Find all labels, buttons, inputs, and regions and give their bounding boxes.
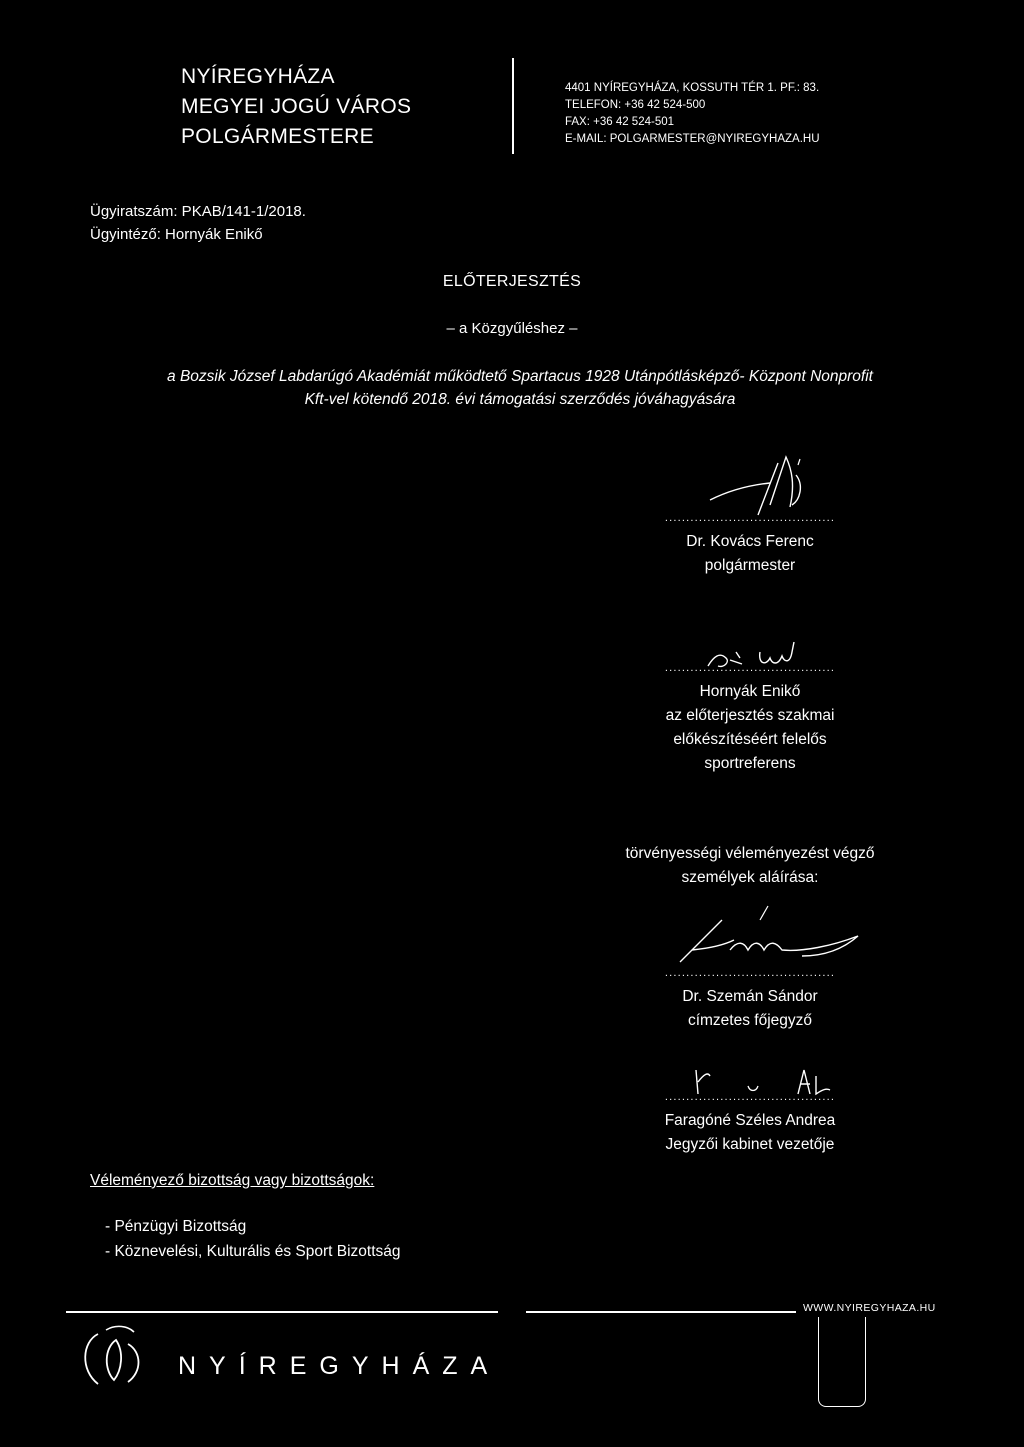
mayor-signature-block [580,513,920,578]
contact-fax: FAX: +36 42 524-501 [565,116,675,128]
header-divider [512,58,514,154]
document-type: ELŐTERJESZTÉS [442,273,582,290]
addressee: – a Közgyűléshez – [446,320,578,337]
cabinet-signature-block [580,1092,920,1157]
contact-email: E-MAIL: POLGARMESTER@NYIREGYHAZA.HU [565,133,820,145]
preparer-name: Hornyák Enikő [699,683,801,700]
notary-signature-scribble [672,900,872,970]
mayor-name: Dr. Kovács Ferenc [686,533,814,550]
cabinet-name: Faragóné Széles Andrea [664,1112,836,1129]
contact-address: 4401 NYÍREGYHÁZA, KOSSUTH TÉR 1. PF.: 83. [565,82,820,94]
cabinet-signature-line: ........................................ [664,1091,836,1103]
org-line-2: MEGYEI JOGÚ VÁROS [181,95,412,118]
notary-signature-line: ........................................ [664,967,836,979]
committee-item: - Köznevelési, Kulturális és Sport Bizottság [105,1243,401,1260]
file-number: Ügyiratszám: PKAB/141-1/2018. [90,203,306,220]
preparer-role-line-3: sportreferens [704,755,796,772]
footer-rule-right [526,1311,796,1313]
org-name [181,62,411,152]
case-info [90,200,306,246]
website-link[interactable]: WWW.NYIREGYHAZA.HU [803,1302,936,1314]
footer-box-frame [818,1317,866,1407]
mayor-role: polgármester [704,557,796,574]
notary-role: címzetes főjegyző [687,1012,813,1029]
contact-phone: TELEFON: +36 42 524-500 [565,99,706,111]
contact-block [565,80,820,148]
preparer-role-line-1: az előterjesztés szakmai [665,707,835,724]
org-line-3: POLGÁRMESTERE [181,125,374,148]
notary-name: Dr. Szemán Sándor [682,988,818,1005]
preparer-signature-line: ........................................ [664,662,836,674]
preparer-signature-block [580,663,920,776]
mayor-signature-line: ........................................ [664,512,836,524]
cabinet-role: Jegyzői kabinet vezetője [665,1136,835,1153]
committees-title: Véleményező bizottság vagy bizottságok: [90,1172,375,1189]
preparer-role-line-2: előkészítéséért felelős [673,731,827,748]
org-line-1: NYÍREGYHÁZA [181,65,335,88]
committee-item: - Pénzügyi Bizottság [105,1218,247,1235]
legality-heading-line-2: személyek aláírása: [681,869,819,886]
city-logo-icon [76,1322,156,1394]
case-handler: Ügyintéző: Hornyák Enikő [90,226,263,243]
notary-signature-block [580,968,920,1033]
footer-rule-left [66,1311,498,1313]
legality-heading-line-1: törvényességi véleményezést végző [625,845,875,862]
legality-heading [580,842,920,890]
subject-line-2: Kft-vel kötendő 2018. évi támogatási szerződés jóváhagyására [304,391,736,408]
subject-line-1: a Bozsik József Labdarúgó Akadémiát működtető Spartacus 1928 Utánpótlásképző- Központ Nonprofit [167,368,873,385]
committee-list [105,1214,401,1264]
footer-logo-text: NYÍREGYHÁZA [178,1352,501,1380]
subject [90,365,950,411]
